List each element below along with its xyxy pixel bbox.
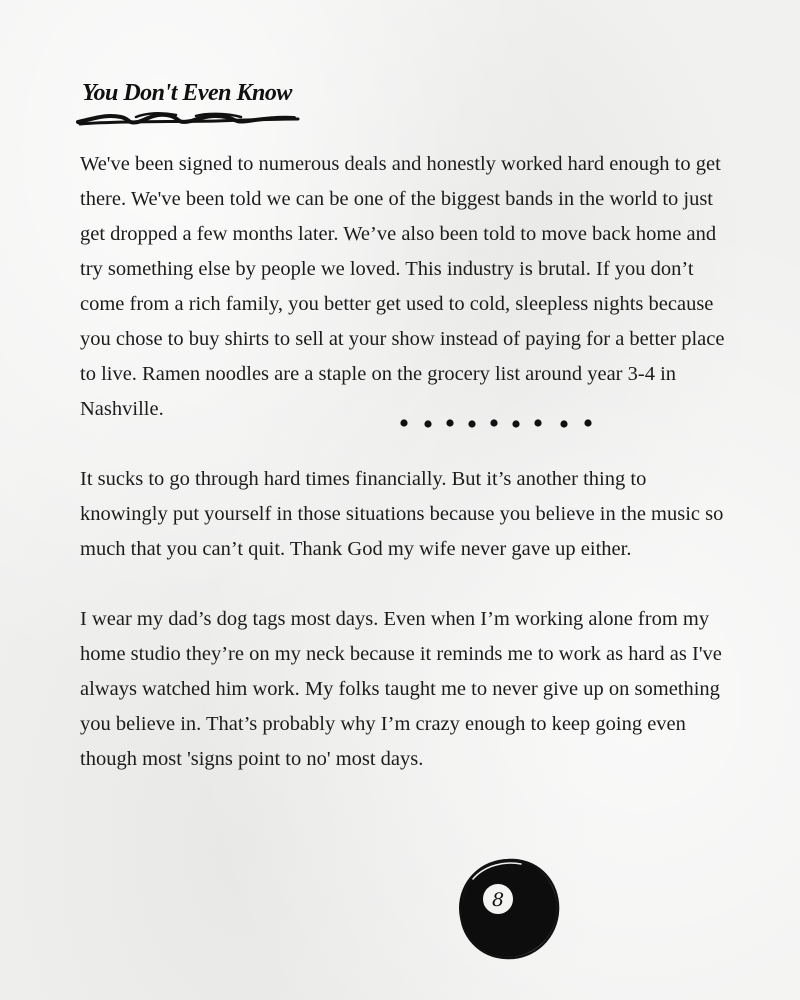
- article-body: [80, 147, 730, 812]
- title-block: [80, 80, 320, 132]
- paragraph-1: We've been signed to numerous deals and honestly worked hard enough to get there. We've been told we can be one of the biggest bands in the world to just get dropped a few months later. We’ve also been told to move back home and try something else by people we loved. This industry is brutal. If you don’t come from a rich family, you better get used to cold, sleepless nights because you chose to buy shirts to sell at your show instead of paying for a better place to live. Ramen noodles are a staple on the grocery list around year 3-4 in Nashville.: [80, 153, 725, 420]
- eight-ball-number: 8: [491, 889, 505, 911]
- page-title: You Don't Even Know: [82, 80, 292, 106]
- paragraph-3: I wear my dad’s dog tags most days. Even when I’m working alone from my home studio they’re on my neck because it reminds me to work as hard as I've always watched him work. My folks taught me to never give up on something you believe in. That’s probably why I’m crazy enough to keep going even though most 'signs point to no' most days.: [80, 608, 722, 770]
- paragraph-2: It sucks to go through hard times financially. But it’s another thing to knowingly put yourself in those situations because you believe in the music so much that you can’t quit. Thank God my wife never gave up either.: [80, 468, 724, 560]
- eight-ball-icon: [455, 855, 565, 965]
- dotted-underline-icon: [398, 417, 598, 431]
- scribble-underline-icon: [76, 108, 306, 128]
